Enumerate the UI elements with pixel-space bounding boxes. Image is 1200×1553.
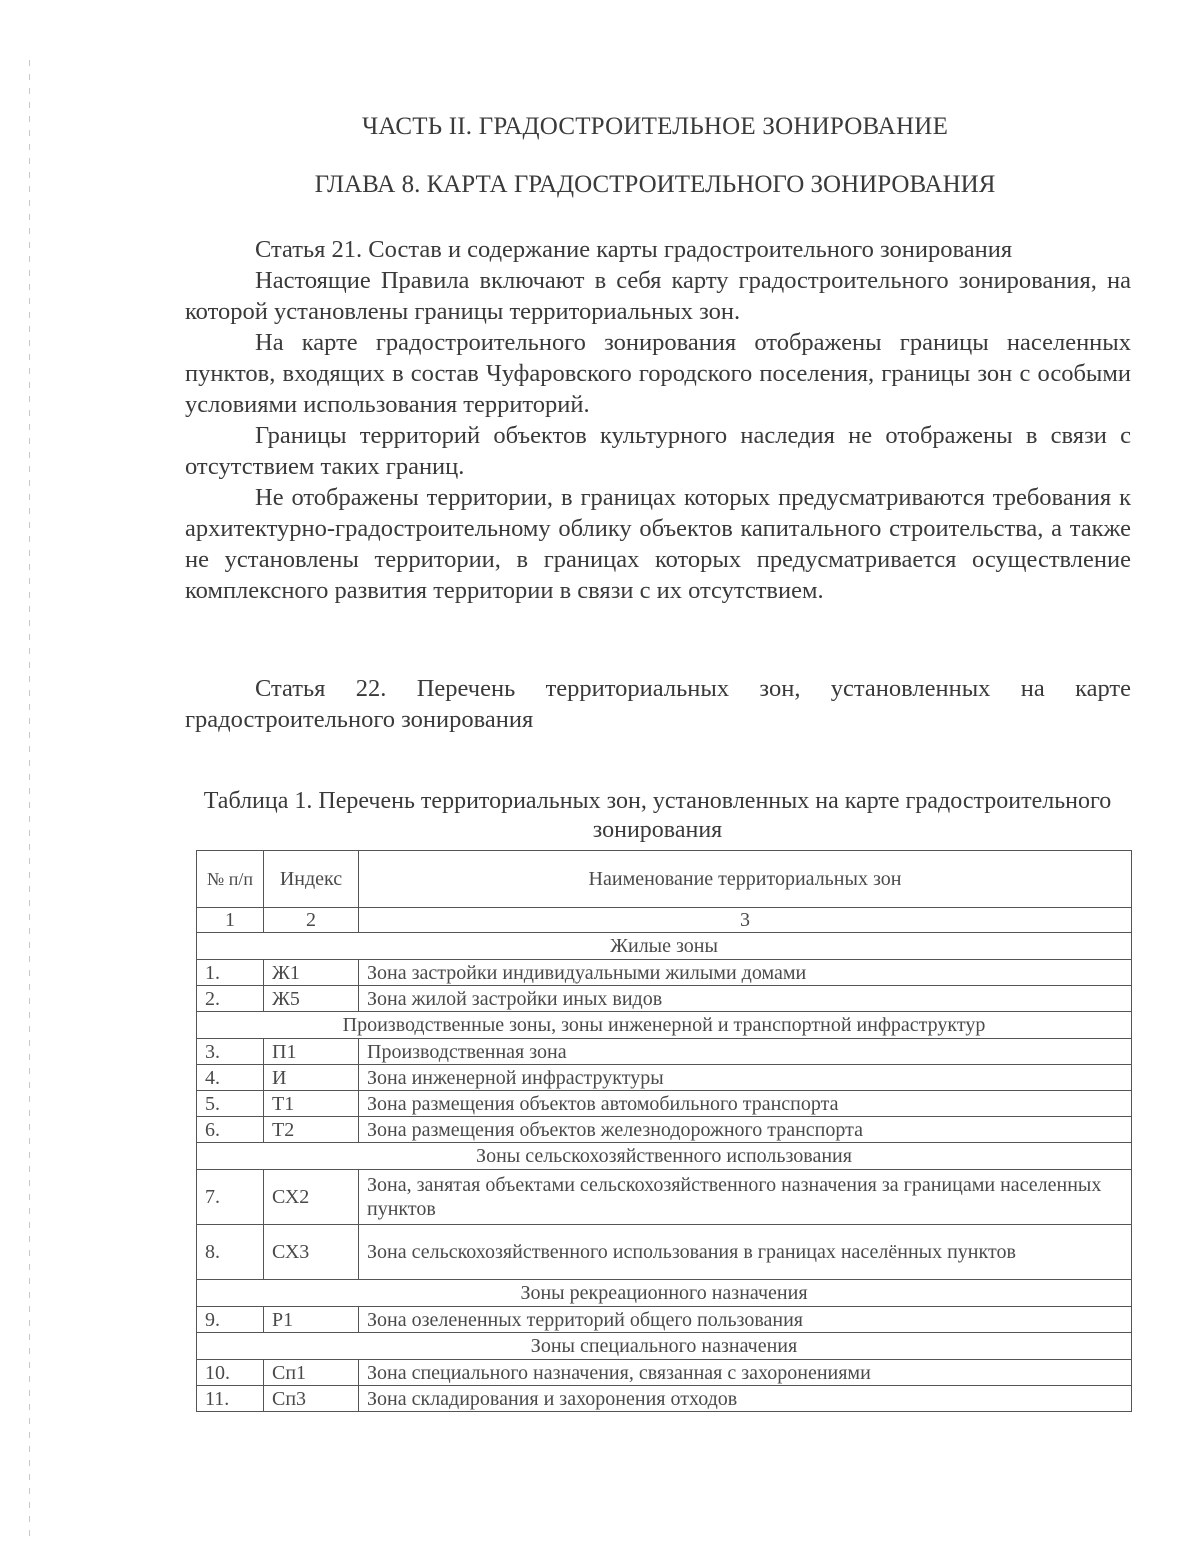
table-row (197, 986, 1132, 1012)
row-index: СХ3 (264, 1225, 359, 1280)
row-zone-name: Зона застройки индивидуальными жилыми домами (359, 960, 1132, 986)
part-title: ЧАСТЬ II. ГРАДОСТРОИТЕЛЬНОЕ ЗОНИРОВАНИЕ (361, 113, 949, 140)
table-row (197, 960, 1132, 986)
section-title: Зоны рекреационного назначения (197, 1280, 1132, 1307)
row-number: 4. (197, 1065, 264, 1091)
row-number: 8. (197, 1225, 264, 1280)
row-zone-name: Зона, занятая объектами сельскохозяйственного назначения за границами населенных пунктов (359, 1170, 1132, 1225)
article-21-paragraph: На карте градостроительного зонирования отображены границы населенных пунктов, входящих в состав Чуфаровского городского поселения, границы зон с особыми условиями использования территорий. (185, 329, 1131, 418)
row-index: СХ2 (264, 1170, 359, 1225)
article-22-heading: Статья 22. Перечень территориальных зон, установленных на карте градостроительного зонирования (185, 675, 1131, 733)
section-title: Жилые зоны (197, 933, 1132, 960)
row-zone-name: Зона инженерной инфраструктуры (359, 1065, 1132, 1091)
header-number: № п/п (197, 851, 264, 908)
row-zone-name: Зона сельскохозяйственного использования в границах населённых пунктов (359, 1225, 1132, 1280)
row-zone-name: Зона озелененных территорий общего пользования (359, 1307, 1132, 1333)
article-21 (185, 234, 1131, 606)
row-index: Ж1 (264, 960, 359, 986)
section-row (197, 1280, 1132, 1307)
row-number: 9. (197, 1307, 264, 1333)
row-zone-name: Зона складирования и захоронения отходов (359, 1386, 1132, 1412)
section-row (197, 933, 1132, 960)
table-row (197, 1065, 1132, 1091)
column-numbers-row (197, 908, 1132, 933)
table-caption: Таблица 1. Перечень территориальных зон, установленных на карте градостроительного зонирования (203, 788, 1112, 843)
row-index: П1 (264, 1039, 359, 1065)
row-index: Р1 (264, 1307, 359, 1333)
row-number: 5. (197, 1091, 264, 1117)
row-index: Т2 (264, 1117, 359, 1143)
row-zone-name: Зона размещения объектов железнодорожного транспорта (359, 1117, 1132, 1143)
table-row (197, 1225, 1132, 1280)
table-header-row (197, 851, 1132, 908)
chapter-title: ГЛАВА 8. КАРТА ГРАДОСТРОИТЕЛЬНОГО ЗОНИРОВАНИЯ (314, 171, 996, 198)
scan-left-edge (29, 60, 30, 1540)
table-row (197, 1039, 1132, 1065)
row-number: 6. (197, 1117, 264, 1143)
section-title: Зоны специального назначения (197, 1333, 1132, 1360)
header-zone-name: Наименование территориальных зон (359, 851, 1132, 908)
section-row (197, 1012, 1132, 1039)
row-number: 1. (197, 960, 264, 986)
row-zone-name: Зона жилой застройки иных видов (359, 986, 1132, 1012)
section-row (197, 1143, 1132, 1170)
section-title: Производственные зоны, зоны инженерной и транспортной инфраструктур (197, 1012, 1132, 1039)
table-row (197, 1360, 1132, 1386)
row-number: 2. (197, 986, 264, 1012)
row-number: 7. (197, 1170, 264, 1225)
article-21-paragraph: Не отображены территории, в границах которых предусматриваются требования к архитектурно-градостроительному облику объектов капитального строительства, а также не установлены территории, в границах которых предусматривается осуществление комплексного развития территории в связи с их отсутствием. (185, 484, 1131, 604)
row-number: 10. (197, 1360, 264, 1386)
row-zone-name: Зона специального назначения, связанная с захоронениями (359, 1360, 1132, 1386)
row-zone-name: Зона размещения объектов автомобильного транспорта (359, 1091, 1132, 1117)
table-row (197, 1091, 1132, 1117)
zones-table (196, 850, 1132, 1412)
article-21-paragraph: Границы территорий объектов культурного наследия не отображены в связи с отсутствием таких границ. (185, 422, 1131, 480)
article-21-heading: Статья 21. Состав и содержание карты градостроительного зонирования (255, 236, 1013, 263)
header-index: Индекс (264, 851, 359, 908)
table-row (197, 1307, 1132, 1333)
table-row (197, 1117, 1132, 1143)
article-21-paragraph: Настоящие Правила включают в себя карту градостроительного зонирования, на которой установлены границы территориальных зон. (185, 267, 1131, 325)
row-zone-name: Производственная зона (359, 1039, 1132, 1065)
row-index: И (264, 1065, 359, 1091)
column-number: 2 (264, 908, 359, 933)
section-row (197, 1333, 1132, 1360)
table-row (197, 1170, 1132, 1225)
column-number: 1 (197, 908, 264, 933)
column-number: 3 (359, 908, 1132, 933)
section-title: Зоны сельскохозяйственного использования (197, 1143, 1132, 1170)
row-index: Сп3 (264, 1386, 359, 1412)
row-number: 3. (197, 1039, 264, 1065)
row-index: Ж5 (264, 986, 359, 1012)
row-number: 11. (197, 1386, 264, 1412)
table-row (197, 1386, 1132, 1412)
row-index: Сп1 (264, 1360, 359, 1386)
row-index: Т1 (264, 1091, 359, 1117)
